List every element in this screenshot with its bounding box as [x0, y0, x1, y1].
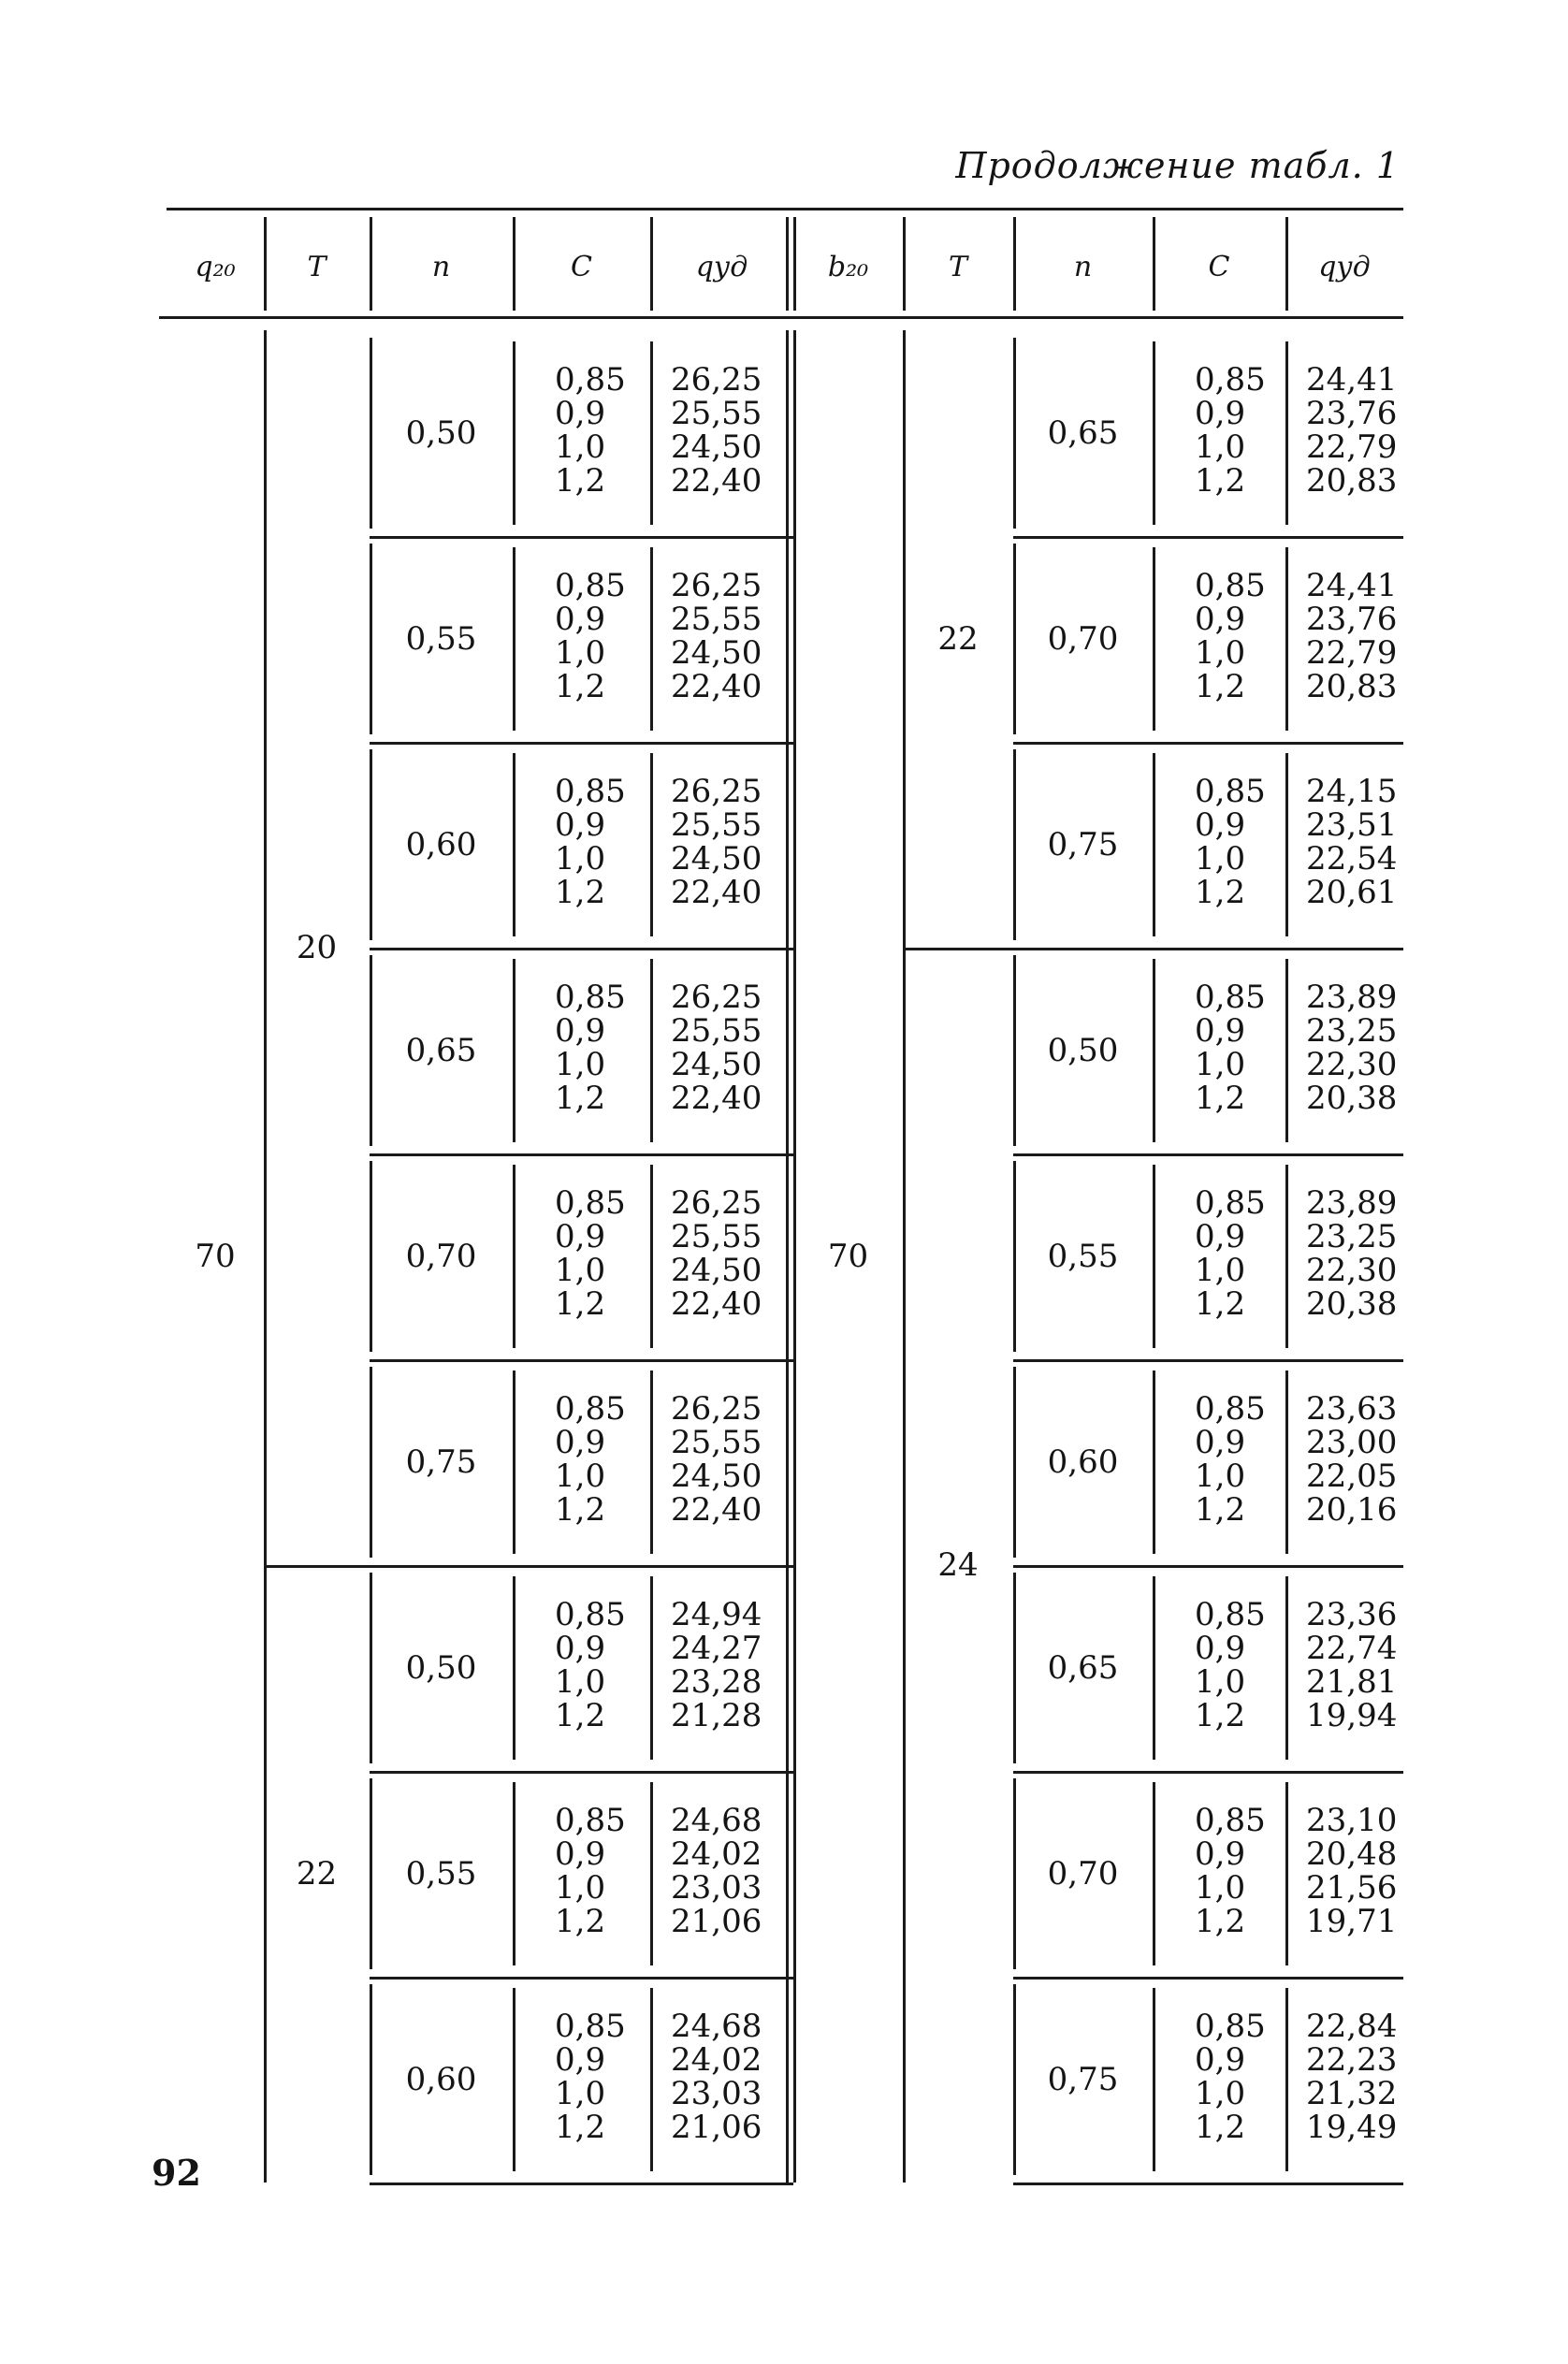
column-divider: [903, 330, 906, 2183]
header-double-divider: [786, 217, 789, 311]
table-bottom-rule: [370, 2183, 793, 2185]
column-divider: [1153, 959, 1155, 1142]
column-divider: [1285, 1576, 1288, 1760]
q-values: 23,36 22,74 21,81 19,94: [1306, 1596, 1398, 1734]
n-value: 0,70: [1047, 620, 1119, 658]
c-values: 0,85 0,9 1,0 1,2: [555, 2008, 626, 2146]
column-divider: [1285, 753, 1288, 936]
header-bottom-rule: [159, 316, 1403, 319]
column-divider: [370, 544, 372, 734]
column-divider: [650, 547, 653, 731]
c-values: 0,85 0,9 1,0 1,2: [555, 1802, 626, 1940]
c-values: 0,85 0,9 1,0 1,2: [555, 361, 626, 500]
column-divider: [513, 1782, 515, 1965]
c-values: 0,85 0,9 1,0 1,2: [555, 773, 626, 911]
header-divider: [650, 217, 653, 311]
c-values: 0,85 0,9 1,0 1,2: [1195, 979, 1266, 1117]
c-values: 0,85 0,9 1,0 1,2: [1195, 1596, 1266, 1734]
column-divider: [1153, 341, 1155, 525]
q-values: 26,25 25,55 24,50 22,40: [671, 773, 762, 911]
header-left-0: q₂₀: [195, 251, 236, 283]
c-values: 0,85 0,9 1,0 1,2: [1195, 567, 1266, 705]
column-divider: [1153, 1782, 1155, 1965]
n-value: 0,75: [1047, 826, 1119, 863]
q-values: 26,25 25,55 24,50 22,40: [671, 567, 762, 705]
c-values: 0,85 0,9 1,0 1,2: [1195, 1184, 1266, 1323]
header-left-1: T: [307, 251, 327, 283]
header-left-2: n: [431, 251, 451, 283]
block-separator: [1013, 1359, 1403, 1362]
c-values: 0,85 0,9 1,0 1,2: [555, 1596, 626, 1734]
n-value: 0,55: [405, 1855, 477, 1893]
block-separator: [1013, 1153, 1403, 1156]
n-value: 0,60: [405, 2061, 477, 2098]
header-right-2: n: [1073, 251, 1093, 283]
c-values: 0,85 0,9 1,0 1,2: [555, 1390, 626, 1529]
column-divider: [370, 338, 372, 529]
n-value: 0,60: [405, 826, 477, 863]
header-divider: [903, 217, 906, 311]
table-bottom-rule: [1013, 2183, 1403, 2185]
n-value: 0,75: [405, 1443, 477, 1481]
header-divider: [1285, 217, 1288, 311]
q-values: 26,25 25,55 24,50 22,40: [671, 361, 762, 500]
q-values: 23,63 23,00 22,05 20,16: [1306, 1390, 1398, 1529]
header-divider: [1153, 217, 1155, 311]
q-values: 23,89 23,25 22,30 20,38: [1306, 979, 1398, 1117]
q-values: 24,15 23,51 22,54 20,61: [1306, 773, 1398, 911]
column-divider: [264, 330, 267, 2183]
column-divider: [370, 955, 372, 1146]
block-separator: [370, 1977, 793, 1980]
q-values: 24,94 24,27 23,28 21,28: [671, 1596, 762, 1734]
column-divider: [650, 1782, 653, 1965]
c-values: 0,85 0,9 1,0 1,2: [1195, 1802, 1266, 1940]
q-values: 24,41 23,76 22,79 20,83: [1306, 361, 1398, 500]
block-separator: [370, 1153, 793, 1156]
column-divider: [650, 1576, 653, 1760]
header-divider: [370, 217, 372, 311]
column-divider: [1285, 959, 1288, 1142]
group-T-value: 24: [937, 1546, 979, 1584]
column-divider: [370, 1778, 372, 1969]
block-separator: [1013, 742, 1403, 745]
q-values: 24,68 24,02 23,03 21,06: [671, 2008, 762, 2146]
column-divider: [370, 1573, 372, 1763]
column-divider: [1285, 1165, 1288, 1348]
q-values: 24,68 24,02 23,03 21,06: [671, 1802, 762, 1940]
c-values: 0,85 0,9 1,0 1,2: [1195, 1390, 1266, 1529]
column-divider: [1153, 1576, 1155, 1760]
column-divider: [650, 1988, 653, 2171]
column-divider: [1153, 1988, 1155, 2171]
column-divider: [1285, 547, 1288, 731]
block-separator: [370, 1771, 793, 1774]
column-divider: [513, 1576, 515, 1760]
block-separator: [370, 536, 793, 539]
b20-value: 70: [827, 1238, 869, 1275]
group-T-value: 22: [937, 620, 979, 658]
group-separator: [903, 948, 1403, 950]
header-double-divider: [793, 217, 796, 311]
q-values: 23,89 23,25 22,30 20,38: [1306, 1184, 1398, 1323]
column-divider: [1013, 1573, 1016, 1763]
n-value: 0,65: [1047, 1649, 1119, 1687]
column-divider: [1013, 1778, 1016, 1969]
header-left-3: C: [571, 251, 592, 283]
center-double-divider: [793, 330, 796, 2183]
c-values: 0,85 0,9 1,0 1,2: [1195, 361, 1266, 500]
group-T-value: 22: [296, 1855, 338, 1893]
column-divider: [513, 1165, 515, 1348]
header-left-4: qуд: [695, 251, 748, 283]
column-divider: [513, 547, 515, 731]
block-separator: [1013, 1771, 1403, 1774]
column-divider: [1013, 1367, 1016, 1558]
block-separator: [370, 948, 793, 950]
n-value: 0,50: [405, 414, 477, 452]
column-divider: [1285, 1988, 1288, 2171]
column-divider: [1013, 544, 1016, 734]
q-values: 23,10 20,48 21,56 19,71: [1306, 1802, 1398, 1940]
column-divider: [650, 341, 653, 525]
n-value: 0,70: [405, 1238, 477, 1275]
q-values: 24,41 23,76 22,79 20,83: [1306, 567, 1398, 705]
column-divider: [1285, 1782, 1288, 1965]
column-divider: [1013, 955, 1016, 1146]
column-divider: [513, 959, 515, 1142]
column-divider: [1013, 338, 1016, 529]
q-values: 26,25 25,55 24,50 22,40: [671, 1184, 762, 1323]
header-right-1: T: [948, 251, 967, 283]
group-separator: [264, 1565, 793, 1568]
column-divider: [370, 1367, 372, 1558]
c-values: 0,85 0,9 1,0 1,2: [555, 1184, 626, 1323]
column-divider: [370, 749, 372, 940]
n-value: 0,55: [1047, 1238, 1119, 1275]
n-value: 0,70: [1047, 1855, 1119, 1893]
n-value: 0,65: [405, 1032, 477, 1069]
column-divider: [370, 1984, 372, 2175]
block-separator: [1013, 1977, 1403, 1980]
header-right-4: qуд: [1318, 251, 1371, 283]
n-value: 0,60: [1047, 1443, 1119, 1481]
n-value: 0,50: [405, 1649, 477, 1687]
c-values: 0,85 0,9 1,0 1,2: [555, 567, 626, 705]
c-values: 0,85 0,9 1,0 1,2: [555, 979, 626, 1117]
q-values: 26,25 25,55 24,50 22,40: [671, 979, 762, 1117]
header-divider: [513, 217, 515, 311]
column-divider: [1285, 341, 1288, 525]
column-divider: [1153, 1371, 1155, 1554]
page-number: 92: [152, 2152, 201, 2194]
c-values: 0,85 0,9 1,0 1,2: [1195, 773, 1266, 911]
block-separator: [370, 742, 793, 745]
column-divider: [1153, 1165, 1155, 1348]
column-divider: [1153, 753, 1155, 936]
column-divider: [1013, 1161, 1016, 1352]
column-divider: [513, 341, 515, 525]
q-values: 22,84 22,23 21,32 19,49: [1306, 2008, 1398, 2146]
column-divider: [370, 1161, 372, 1352]
column-divider: [513, 1988, 515, 2171]
block-separator: [1013, 1565, 1403, 1568]
column-divider: [650, 959, 653, 1142]
q-values: 26,25 25,55 24,50 22,40: [671, 1390, 762, 1529]
n-value: 0,65: [1047, 414, 1119, 452]
column-divider: [650, 1165, 653, 1348]
column-divider: [1013, 749, 1016, 940]
header-right-0: b₂₀: [827, 251, 869, 283]
c-values: 0,85 0,9 1,0 1,2: [1195, 2008, 1266, 2146]
n-value: 0,75: [1047, 2061, 1119, 2098]
block-separator: [1013, 536, 1403, 539]
column-divider: [513, 1371, 515, 1554]
table-top-rule: [167, 208, 1403, 210]
column-divider: [1013, 1984, 1016, 2175]
header-divider: [1013, 217, 1016, 311]
table-caption: Продолжение табл. 1: [955, 145, 1400, 186]
n-value: 0,50: [1047, 1032, 1119, 1069]
center-double-divider: [786, 330, 789, 2183]
column-divider: [513, 753, 515, 936]
column-divider: [1285, 1371, 1288, 1554]
header-right-3: C: [1208, 251, 1230, 283]
column-divider: [1153, 547, 1155, 731]
group-T-value: 20: [296, 929, 338, 966]
n-value: 0,55: [405, 620, 477, 658]
q20-value: 70: [195, 1238, 236, 1275]
block-separator: [370, 1359, 793, 1362]
header-divider: [264, 217, 267, 311]
column-divider: [650, 1371, 653, 1554]
column-divider: [650, 753, 653, 936]
